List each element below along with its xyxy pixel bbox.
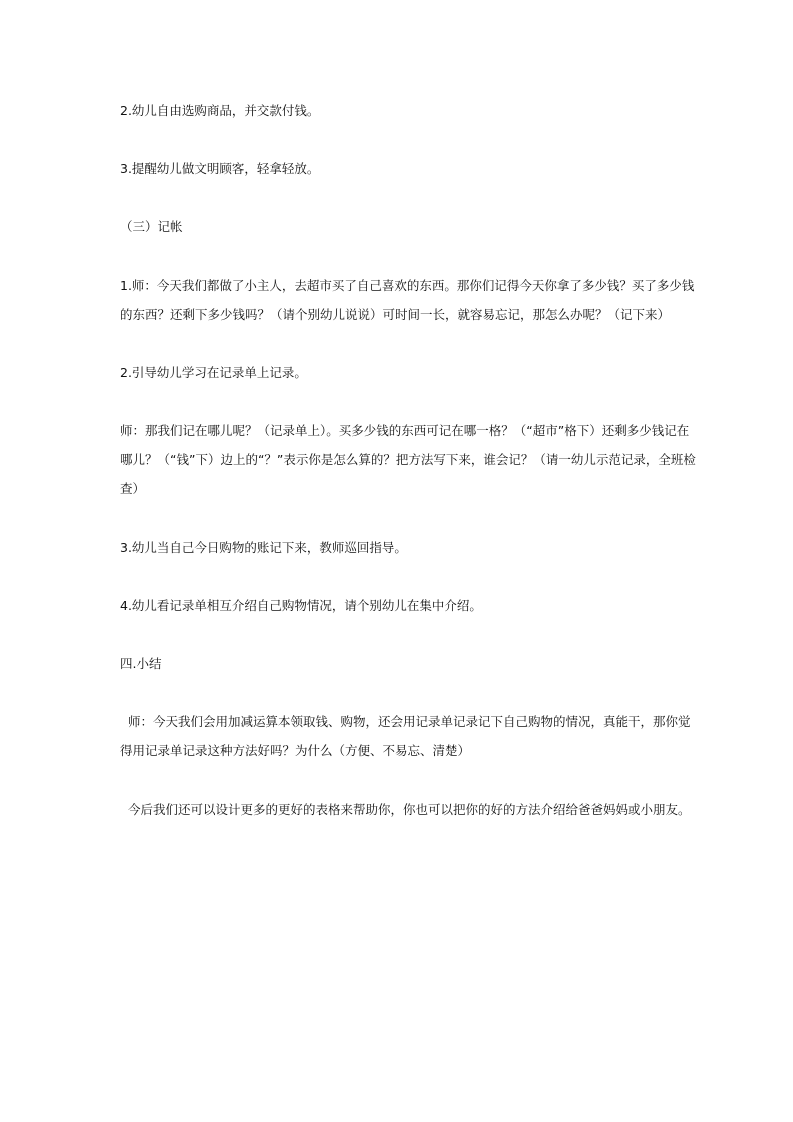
text-line: 3.提醒幼儿做文明顾客，轻拿轻放。	[120, 161, 320, 176]
paragraph-step-3-reminder	[120, 154, 680, 183]
section-heading-summary	[120, 649, 680, 678]
paragraph-future-tables	[120, 795, 691, 824]
paragraph-step-4-introduce	[120, 591, 680, 620]
text-line: 2.引导幼儿学习在记录单上记录。	[120, 365, 307, 380]
text-line: 师：今天我们会用加减运算本领取钱、购物，还会用记录单记录记下自己购物的情况，真能干，那你觉	[120, 714, 691, 729]
text-line: 3.幼儿当自己今日购物的账记下来，教师巡回指导。	[120, 540, 407, 555]
text-line: 1.师：今天我们都做了小主人，去超市买了自己喜欢的东西。那你们记得今天你拿了多少钱？买了多少钱	[120, 278, 695, 293]
paragraph-guide-recording	[120, 358, 680, 387]
paragraph-step-3-record-own	[120, 533, 680, 562]
paragraph-summary-teacher	[120, 707, 691, 765]
paragraph-teacher-question	[120, 271, 695, 329]
text-line: 查）	[120, 481, 146, 496]
text-line: 4.幼儿看记录单相互介绍自己购物情况，请个别幼儿在集中介绍。	[120, 598, 482, 613]
text-line: 哪儿？（“钱”下）边上的“？”表示你是怎么算的？把方法写下来，谁会记？（请一幼儿示范记录，全班检	[120, 452, 696, 467]
text-line: 2.幼儿自由选购商品，并交款付钱。	[120, 103, 320, 118]
section-heading-accounting	[120, 212, 680, 241]
paragraph-teacher-record-sheet	[120, 416, 696, 503]
text-line: 四.小结	[120, 656, 162, 671]
paragraph-step-2-shopping	[120, 96, 680, 125]
text-line: 师：那我们记在哪儿呢？（记录单上）。买多少钱的东西可记在哪一格？（“超市”格下）还剩多少钱记在	[120, 423, 690, 438]
text-line: （三）记帐	[120, 219, 183, 234]
text-line: 得用记录单记录这种方法好吗？为什么（方便、不易忘、清楚）	[120, 743, 471, 758]
text-line: 今后我们还可以设计更多的更好的表格来帮助你，你也可以把你的好的方法介绍给爸爸妈妈或小朋友。	[120, 802, 691, 817]
text-line: 的东西？还剩下多少钱吗？（请个别幼儿说说）可时间一长，就容易忘记，那怎么办呢？（记下来）	[120, 307, 671, 322]
